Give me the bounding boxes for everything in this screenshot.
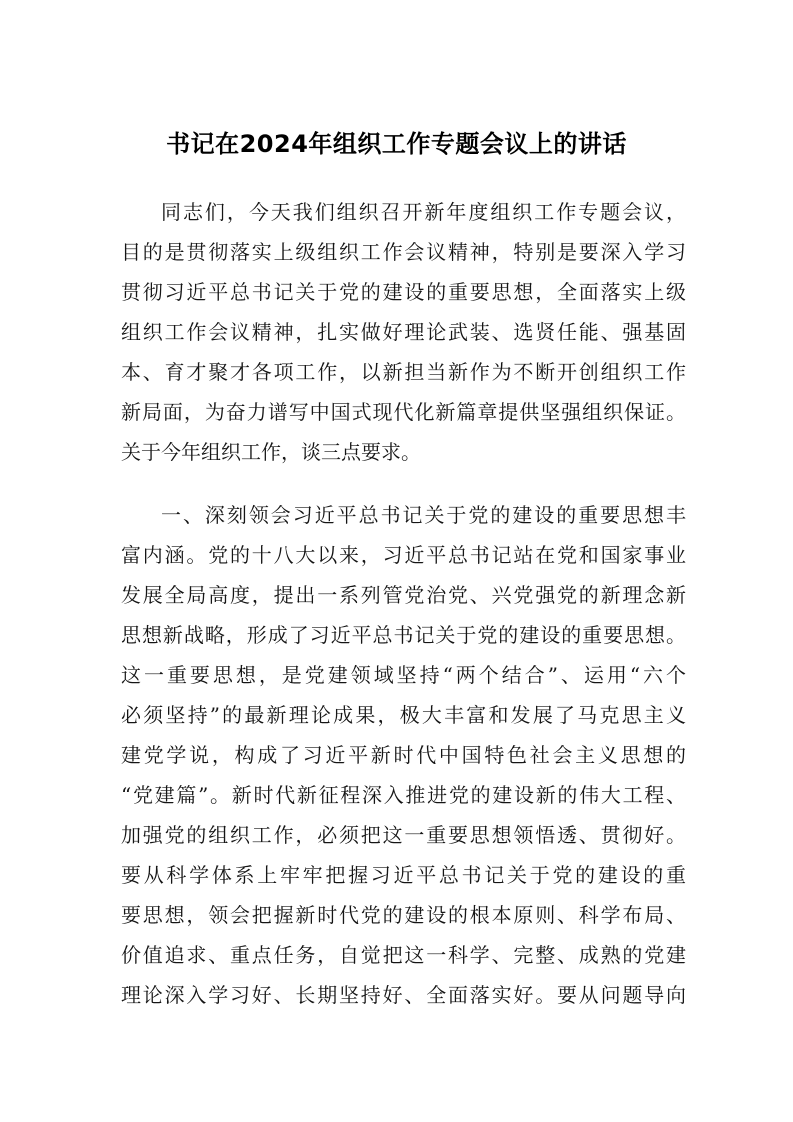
paragraph-line: 本、育才聚才各项工作，以新担当新作为不断开创组织工作 <box>121 360 686 384</box>
paragraph-line: 贯彻习近平总书记关于党的建设的重要思想，全面落实上级 <box>121 280 686 304</box>
paragraph-line: 要思想，领会把握新时代党的建设的根本原则、科学布局、 <box>121 903 686 927</box>
paragraph-line: 关于今年组织工作，谈三点要求。 <box>121 440 421 464</box>
paragraph-line: 新局面，为奋力谱写中国式现代化新篇章提供坚强组织保证。 <box>121 400 686 424</box>
paragraph-line: 必须坚持”的最新理论成果，极大丰富和发展了马克思主义 <box>121 703 686 727</box>
paragraph-line: 加强党的组织工作，必须把这一重要思想领悟透、贯彻好。 <box>121 823 686 847</box>
paragraph-line: 价值追求、重点任务，自觉把这一科学、完整、成熟的党建 <box>121 943 686 967</box>
paragraph-line: 同志们，今天我们组织召开新年度组织工作专题会议， <box>161 200 686 224</box>
document-title: 书记在2024年组织工作专题会议上的讲话 <box>166 130 627 158</box>
paragraph-line: 富内涵。党的十八大以来，习近平总书记站在党和国家事业 <box>121 543 686 567</box>
paragraph-line: “党建篇”。新时代新征程深入推进党的建设新的伟大工程、 <box>121 783 686 807</box>
paragraph-line: 目的是贯彻落实上级组织工作会议精神，特别是要深入学习 <box>121 240 686 264</box>
paragraph-line: 思想新战略，形成了习近平总书记关于党的建设的重要思想。 <box>121 623 686 647</box>
paragraph-line: 建党学说，构成了习近平新时代中国特色社会主义思想的 <box>121 743 686 767</box>
paragraph-line: 组织工作会议精神，扎实做好理论武装、选贤任能、强基固 <box>121 320 686 344</box>
paragraph-line: 发展全局高度，提出一系列管党治党、兴党强党的新理念新 <box>121 583 686 607</box>
paragraph-line: 理论深入学习好、长期坚持好、全面落实好。要从问题导向 <box>121 983 686 1007</box>
paragraph-line: 要从科学体系上牢牢把握习近平总书记关于党的建设的重 <box>121 863 686 887</box>
paragraph-line: 这一重要思想，是党建领域坚持“两个结合”、运用“六个 <box>121 663 686 687</box>
section-heading-line: 一、深刻领会习近平总书记关于党的建设的重要思想丰 <box>161 503 686 527</box>
